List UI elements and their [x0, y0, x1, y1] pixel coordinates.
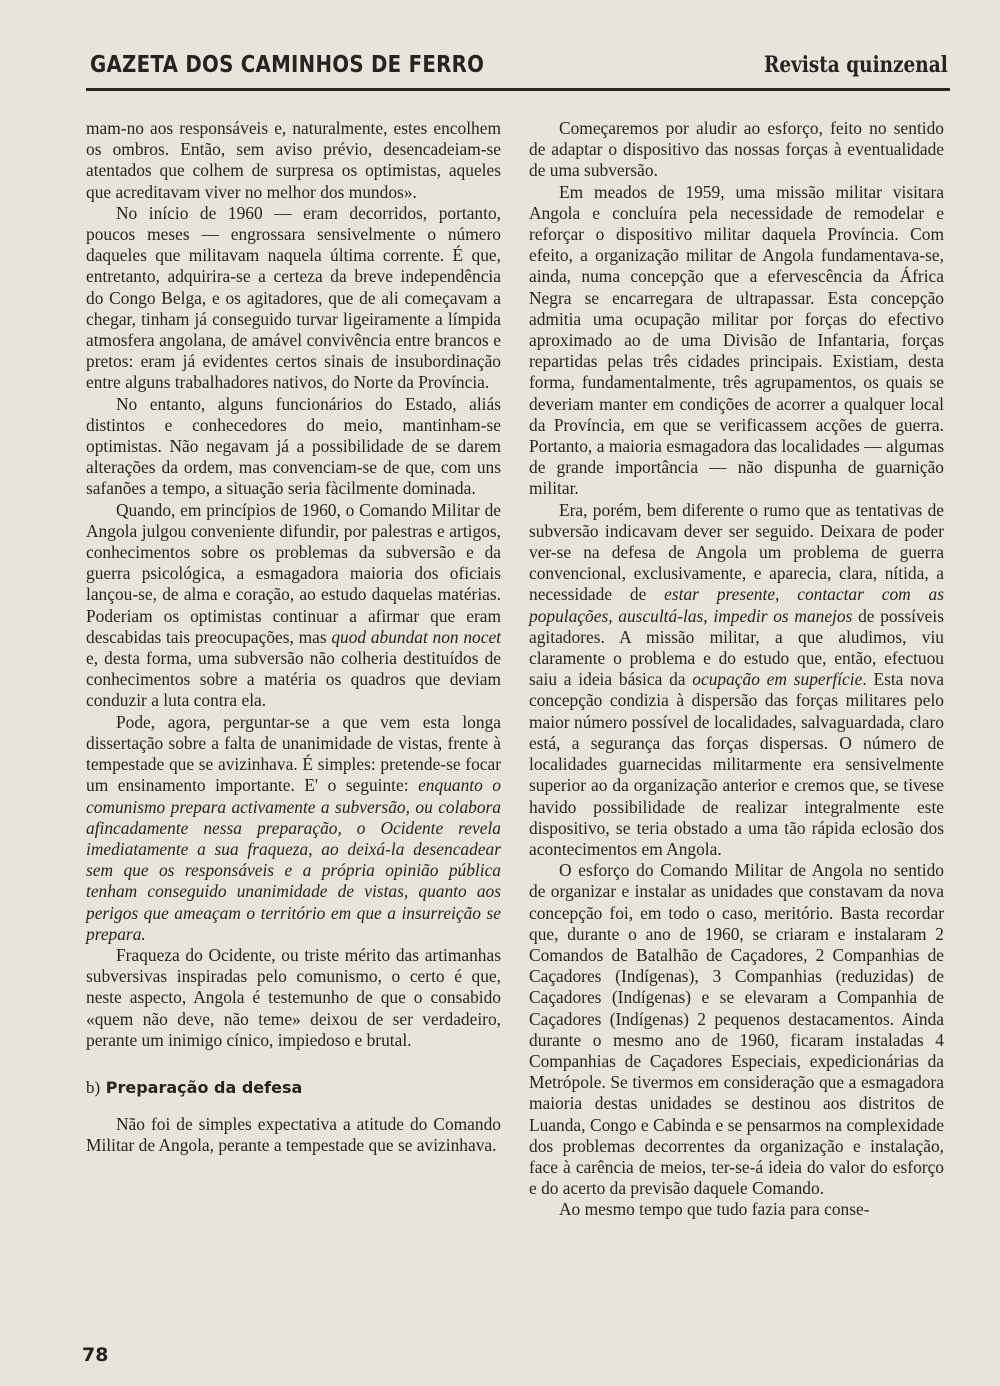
italic-text: quod abundat non nocet [331, 626, 501, 647]
text-run: de possíveis agitadores. A missão militar, a que aludimos, viu claramente o problema e do estudo que, então, efectuou saiu a ideia básica da [529, 605, 944, 690]
section-heading [86, 1077, 501, 1098]
text-run: Quando, em princípios de 1960, o Comando Militar de Angola julgou conveniente difundir, por palestras e artigos, conhecimentos sobre os problemas da subversão e da guerra psicológica, a esmagadora maioria dos oficiais lançou-se, de alma e coração, ao estudo daquelas matérias. Poderiam os optimistas continuar a afirmar que eram descabidas tais preocupações, mas [86, 499, 501, 647]
paragraph [86, 712, 501, 945]
text-run: Era, porém, bem diferente o rumo que as tentativas de subversão indicavam dever ser seguido. Deixara de poder ver-se na defesa de Angola um problema de guerra convencional, exclusivamente, e aparecia, clara, nítida, a necessidade de [529, 499, 944, 605]
italic-text: estar presente, contactar com as populações, auscultá-las, impedir os manejos [529, 584, 944, 626]
header-rule [86, 88, 950, 91]
page-number: 78 [82, 1344, 109, 1366]
publication-subtitle: Revista quinzenal [764, 52, 948, 78]
section-letter: b) [86, 1077, 101, 1097]
paragraph: No entanto, alguns funcionários do Estado, aliás distintos e conhecedores do meio, mantinham-se optimistas. Não negavam já a possibilidade de se darem alterações da ordem, mas convenciam-se de que, com uns safanões a tempo, a situação seria fàcilmente dominada. [86, 393, 501, 499]
left-column [86, 118, 501, 1157]
paragraph: O esforço do Comando Militar de Angola no sentido de organizar e instalar as unidades que constavam da nova concepção foi, em todo o caso, meritório. Basta recordar que, durante o ano de 1960, se criaram e instalaram 2 Comandos de Batalhão de Caçadores, 2 Companhias de Caçadores (Indígenas), 3 Companhias (reduzidas) de Caçadores (Indígenas) e se elevaram a Companhia de Caçadores (Indígenas) 2 pequenos destacamentos. Ainda durante o mesmo ano de 1960, ficaram instaladas 4 Companhias de Caçadores Especiais, expedicionárias da Metrópole. Se tivermos em consideração que a esmagadora maioria destas unidades se destinou aos distritos de Luanda, Congo e Cabinda e se pensarmos na complexidade dos problemas decorrentes da organização e instalação, face à carência de meios, ter-se-á ideia do valor do esforço e do acerto da previsão daquele Comando. [529, 860, 944, 1199]
paragraph: Em meados de 1959, uma missão militar visitara Angola e concluíra pela necessidade de remodelar e reforçar o dispositivo militar daquela Província. Com efeito, a organização militar de Angola fundamentava-se, ainda, numa concepção que a efervescência da África Negra se encarregara de ultrapassar. Esta concepção admitia uma ocupação militar por forças do efectivo aproximado ao de uma Divisão de Infantaria, forças repartidas pelas três cidades principais. Existiam, desta forma, fundamentalmente, três agrupamentos, os quais se deveriam manter em condições de acorrer a qualquer local da Província, em que se verificassem acções de guerra. Portanto, a maioria esmagadora das localidades — algumas de grande importância — não dispunha de guarnição militar. [529, 181, 944, 499]
section-title: Preparação da defesa [105, 1077, 303, 1097]
paragraph: Fraqueza do Ocidente, ou triste mérito das artimanhas subversivas inspiradas pelo comunismo, o certo é que, neste aspecto, Angola é testemunho de que o consabido «quem não deve, não teme» deixou de ser verdadeiro, perante um inimigo cínico, impiedoso e brutal. [86, 944, 501, 1050]
right-column [529, 118, 944, 1221]
italic-text: enquanto o comunismo prepara activamente a subversão, ou colabora afincadamente nessa preparação, o Ocidente revela imediatamente a sua fraqueza, ao deixá-la desencadear sem que os responsáveis e a própria opinião pública tenham conseguido unanimidade de vistas, quanto aos perigos que ameaçam o território em que a insurreição se prepara. [86, 775, 501, 944]
text-run: e, desta forma, uma subversão não colheria destituídos de conhecimentos sobre a matéria os quadros que deviam conduzir a luta contra ela. [86, 648, 501, 711]
paragraph: Ao mesmo tempo que tudo fazia para conse- [559, 1199, 870, 1220]
paragraph [529, 500, 944, 860]
paragraph: mam-no aos responsáveis e, naturalmente, estes encolhem os ombros. Então, sem aviso prévio, desencadeiam-se atentados que colhem de surpresa os optimistas, aqueles que acreditavam viver no melhor dos mundos». [86, 118, 501, 202]
paragraph: No início de 1960 — eram decorridos, portanto, poucos meses — engrossara sensivelmente o número daqueles que militavam naquela última corrente. É que, entretanto, adquirira-se a certeza da breve independência do Congo Belga, e os agitadores, que de ali começavam a chegar, tinham já conseguido turvar ligeiramente a límpida atmosfera angolana, de amável convivência entre brancos e pretos: eram já evidentes certos sinais de insubordinação entre alguns trabalhadores nativos, do Norte da Província. [86, 202, 501, 393]
paragraph: Não foi de simples expectativa a atitude do Comando Militar de Angola, perante a tempestade que se avizinhava. [86, 1114, 501, 1156]
paragraph [86, 500, 501, 712]
italic-text: ocupação em superfície [692, 669, 863, 690]
paragraph: Começaremos por aludir ao esforço, feito no sentido de adaptar o dispositivo das nossas forças à eventualidade de uma subversão. [529, 118, 944, 181]
publication-title: GAZETA DOS CAMINHOS DE FERRO [90, 52, 485, 78]
text-run: Pode, agora, perguntar-se a que vem esta longa dissertação sobre a falta de unanimidade de vistas, frente à tempestade que se avizinhava. É simples: pretende-se focar um ensinamento importante. E' o seguinte: [86, 711, 501, 796]
text-run: . Esta nova concepção condizia à dispersão das forças militares pelo maior número possível de localidades, salvaguardada, claro está, a segurança das forças dispersas. O número de localidades guarnecidas militarmente era sensivelmente superior ao da organização anterior e cremos que, se tivese havido possibilidade de realizar integralmente este dispositivo, se teria obstado a uma tão rápida eclosão dos acontecimentos em Angola. [529, 669, 944, 859]
page-header [90, 52, 948, 78]
